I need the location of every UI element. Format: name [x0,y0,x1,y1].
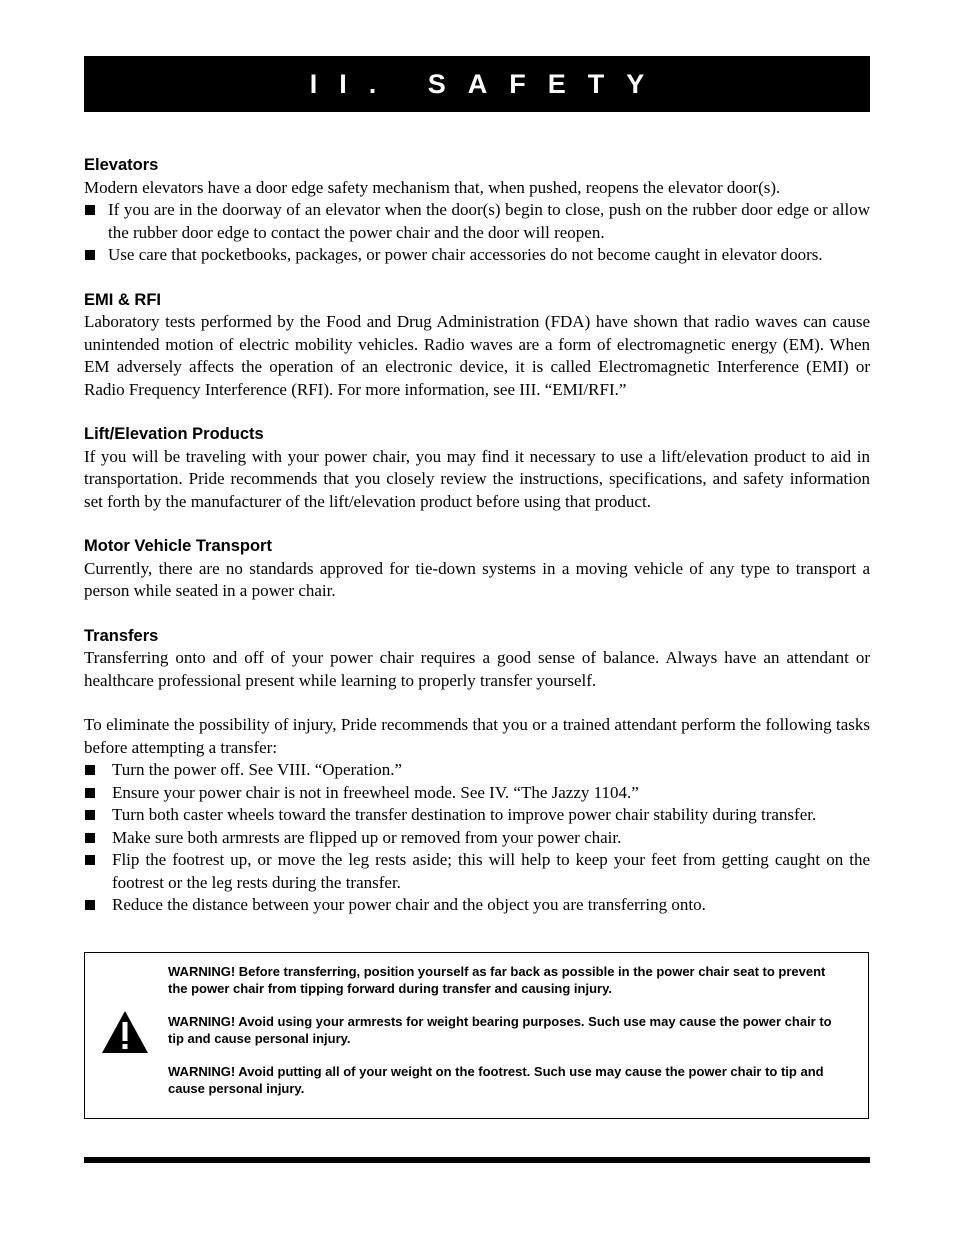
motor-body: Currently, there are no standards approved for tie-down systems in a moving vehicle of any type to transport a person while seated in a power chair. [84,558,870,600]
lift-body: If you will be traveling with your power chair, you may find it necessary to use a lift/elevation product to aid in transportation. Pride recommends that you closely review the instructions, specifications, and safety information set forth by the manufacturer of the lift/elevation product before using that product. [84,446,870,511]
section-banner [84,56,870,112]
warning-text: WARNING! Avoid putting all of your weight on the footrest. Such use may cause the power chair to tip and cause personal injury. [168,1064,824,1096]
heading-emi-rfi: EMI & RFI [84,290,161,309]
warning-triangle-icon [100,1009,150,1055]
warning-texts [168,963,848,1113]
list-item: Flip the footrest up, or move the leg rests aside; this will help to keep your feet from getting caught on the footrest or the leg rests during the transfer. [84,849,870,894]
square-bullet-icon [85,788,95,798]
emi-body: Laboratory tests performed by the Food and Drug Administration (FDA) have shown that radio waves can cause unintended motion of electric mobility vehicles. Radio waves are a form of electromagnetic energy (EM). When EM adversely affects the operation of an electronic device, it is called Electromagnetic Interference (EMI) or Radio Frequency Interference (RFI). For more information, see III. “EMI/RFI.” [84,312,870,399]
heading-transfers: Transfers [84,626,159,645]
heading-elevators: Elevators [84,156,159,174]
heading-motor-vehicle: Motor Vehicle Transport [84,537,272,555]
list-item: Use care that pocketbooks, packages, or power chair accessories do not become caught in elevator doors. [84,244,870,267]
list-item: Make sure both armrests are flipped up or removed from your power chair. [84,827,870,850]
warning-box [84,952,869,1119]
transfers-list [84,759,870,917]
heading-lift-elevation: Lift/Elevation Products [84,425,264,443]
square-bullet-icon [85,810,95,820]
page-title: II. SAFETY [309,68,667,99]
square-bullet-icon [85,250,95,260]
list-item: Reduce the distance between your power chair and the object you are transferring onto. [84,894,870,917]
footer-rule [84,1157,870,1163]
list-item: Turn both caster wheels toward the transfer destination to improve power chair stability during transfer. [84,804,870,827]
list-item: Ensure your power chair is not in freewheel mode. See IV. “The Jazzy 1104.” [84,782,870,805]
warning-text: WARNING! Avoid using your armrests for weight bearing purposes. Such use may cause the power chair to tip and cause personal injury. [168,1014,832,1046]
list-item: If you are in the doorway of an elevator when the door(s) begin to close, push on the rubber door edge or allow the rubber door edge to contact the power chair and the door will reopen. [84,199,870,244]
list-item: Turn the power off. See VIII. “Operation.” [84,759,870,782]
square-bullet-icon [85,833,95,843]
elevators-list [84,199,870,267]
warning-text: WARNING! Before transferring, position yourself as far back as possible in the power chair seat to prevent the power chair from tipping forward during transfer and causing injury. [168,964,826,996]
square-bullet-icon [85,900,95,910]
transfers-body: Transferring onto and off of your power chair requires a good sense of balance. Always have an attendant or healthcare professional present while learning to properly transfer yourself. [84,648,870,690]
square-bullet-icon [85,765,95,775]
square-bullet-icon [85,855,95,865]
elevators-intro: Modern elevators have a door edge safety mechanism that, when pushed, reopens the elevator door(s). [84,177,781,197]
square-bullet-icon [85,205,95,215]
page-content [84,154,870,917]
transfers-intro: To eliminate the possibility of injury, Pride recommends that you or a trained attendant perform the following tasks before attempting a transfer: [84,715,870,757]
